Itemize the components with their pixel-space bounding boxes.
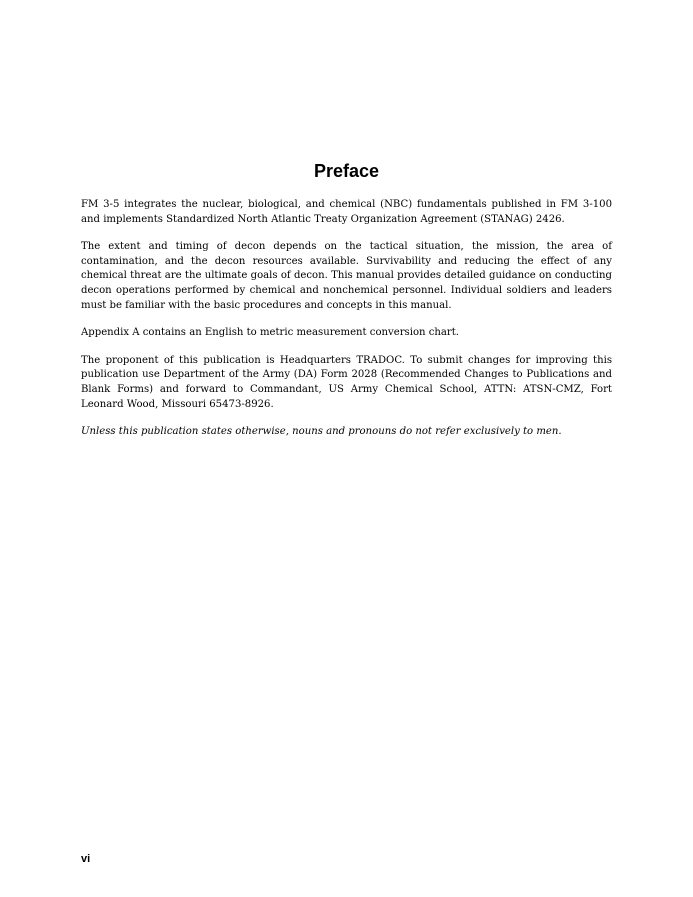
paragraph-decon-scope: The extent and timing of decon depends on the tactical situation, the mission, the area of contamination, and the decon resources available. Survivability and reducing the effect of any chemical threat are the ultimate goals of decon. This manual provides detailed guidance on conducting decon operations performed by chemical and nonchemical personnel. Individual soldiers and leaders must be familiar with the basic procedures and concepts in this manual. — [81, 241, 612, 311]
paragraph-proponent: The proponent of this publication is Headquarters TRADOC. To submit changes for improving this publication use Department of the Army (DA) Form 2028 (Recommended Changes to Publications and Blank Forms) and forward to Commandant, US Army Chemical School, ATTN: ATSN-CMZ, Fort Leonard Wood, Missouri 65473-8926. — [81, 354, 612, 410]
paragraph-appendix: Appendix A contains an English to metric measurement conversion chart. — [81, 327, 459, 339]
page-title: Preface — [313, 161, 380, 181]
page-number: vi — [81, 853, 91, 865]
preface-body — [81, 198, 612, 453]
gender-note: Unless this publication states otherwise, nouns and pronouns do not refer exclusively to men. — [81, 426, 562, 438]
paragraph-integration: FM 3-5 integrates the nuclear, biological, and chemical (NBC) fundamentals published in FM 3-100 and implements Standardized North Atlantic Treaty Organization Agreement (STANAG) 2426. — [81, 199, 612, 225]
